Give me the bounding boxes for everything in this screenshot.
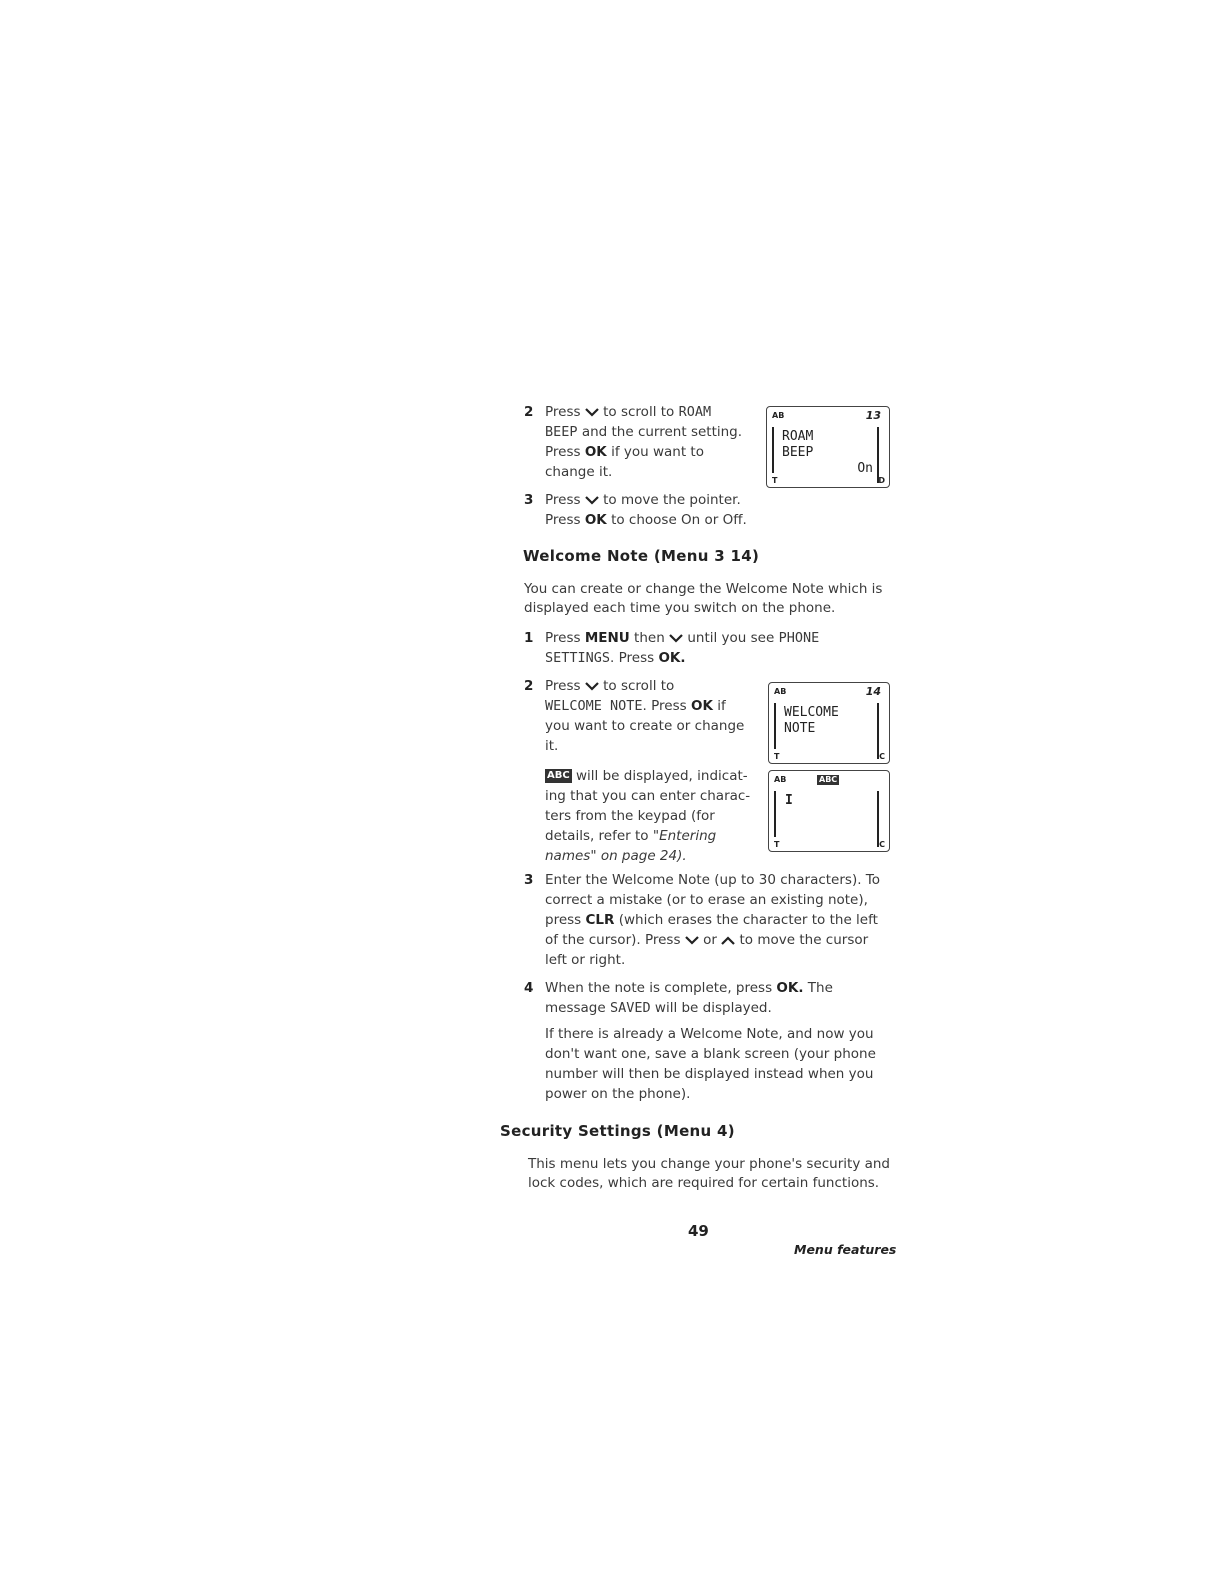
text: to move the cursor bbox=[739, 932, 869, 948]
step-line bbox=[545, 998, 772, 1018]
text: details, refer to bbox=[545, 828, 649, 844]
text: Press bbox=[545, 630, 581, 646]
step-line bbox=[545, 696, 726, 716]
phone-display-roam-beep bbox=[766, 406, 890, 488]
text: When the note is complete, press bbox=[545, 980, 773, 996]
step-line bbox=[545, 490, 741, 510]
step-line bbox=[545, 826, 716, 846]
text: then bbox=[634, 630, 665, 646]
section-heading: Welcome Note (Menu 3 14) bbox=[523, 547, 760, 565]
note-line: number will then be displayed instead when you bbox=[545, 1066, 874, 1082]
right-bar bbox=[877, 703, 879, 759]
note-line: If there is already a Welcome Note, and now you bbox=[545, 1026, 874, 1042]
text: until you see bbox=[687, 630, 775, 646]
display-indicator: D bbox=[878, 476, 885, 485]
phone-display-text-entry bbox=[768, 770, 890, 852]
step-line bbox=[545, 978, 833, 998]
paragraph-line: You can create or change the Welcome Note which is bbox=[524, 581, 883, 597]
chevron-down-icon bbox=[685, 936, 699, 945]
lcd-text: SAVED bbox=[609, 1000, 651, 1016]
key-label: CLR bbox=[585, 912, 615, 928]
step-number: 2 bbox=[524, 404, 534, 420]
text: Press bbox=[545, 444, 581, 460]
step-line: it. bbox=[545, 738, 559, 754]
lcd-text: SETTINGS bbox=[545, 650, 611, 666]
step-line bbox=[545, 402, 711, 422]
lcd-text: ROAM bbox=[678, 404, 712, 420]
step-line bbox=[545, 766, 748, 786]
text: Press bbox=[545, 492, 581, 508]
display-indicator: AB bbox=[774, 775, 787, 784]
step-number: 1 bbox=[524, 630, 534, 646]
step-line: change it. bbox=[545, 464, 613, 480]
step-number: 4 bbox=[524, 980, 534, 996]
step-line bbox=[545, 442, 704, 462]
text: of the cursor). Press bbox=[545, 932, 681, 948]
text: press bbox=[545, 912, 582, 928]
section-heading: Security Settings (Menu 4) bbox=[500, 1122, 735, 1140]
step-line: you want to create or change bbox=[545, 718, 745, 734]
text: message bbox=[545, 1000, 606, 1016]
text: (which erases the character to the left bbox=[618, 912, 878, 928]
key-label: OK bbox=[584, 444, 607, 460]
paragraph-line: displayed each time you switch on the phone. bbox=[524, 600, 836, 616]
key-label: OK. bbox=[776, 980, 804, 996]
right-bar bbox=[877, 791, 879, 847]
display-indicator: C bbox=[879, 752, 885, 761]
step-line bbox=[545, 910, 878, 930]
left-bar bbox=[774, 791, 776, 837]
step-line: ing that you can enter charac- bbox=[545, 788, 751, 804]
key-label: OK. bbox=[658, 650, 686, 666]
text: Press bbox=[545, 678, 581, 694]
step-line: correct a mistake (or to erase an existing note), bbox=[545, 892, 868, 908]
step-line bbox=[545, 676, 674, 696]
text: . Press bbox=[642, 698, 687, 714]
abc-mode-icon: ABC bbox=[547, 770, 570, 781]
text: to scroll to bbox=[603, 678, 675, 694]
display-indicator: C bbox=[879, 840, 885, 849]
key-label: OK bbox=[690, 698, 713, 714]
paragraph-line: This menu lets you change your phone's security and bbox=[528, 1156, 891, 1172]
lcd-text: WELCOME NOTE bbox=[545, 698, 643, 714]
phone-display-welcome-note bbox=[768, 682, 890, 764]
display-indicator: AB bbox=[772, 411, 785, 420]
display-indicator: T bbox=[774, 840, 780, 849]
text: Press bbox=[545, 404, 581, 420]
display-line: ROAM bbox=[782, 429, 814, 444]
text: to scroll to bbox=[603, 404, 675, 420]
step-line: left or right. bbox=[545, 952, 626, 968]
right-bar bbox=[877, 427, 879, 483]
paragraph-line: lock codes, which are required for certain functions. bbox=[528, 1175, 880, 1191]
section-footer: Menu features bbox=[794, 1242, 897, 1257]
text: Press bbox=[545, 512, 581, 528]
display-line: WELCOME bbox=[784, 705, 839, 720]
step-number: 3 bbox=[524, 872, 534, 888]
text-cursor: I bbox=[785, 793, 793, 808]
left-bar bbox=[774, 703, 776, 749]
step-number: 3 bbox=[524, 492, 534, 508]
step-line bbox=[545, 628, 819, 648]
display-line: BEEP bbox=[782, 445, 814, 460]
text: if bbox=[717, 698, 726, 714]
text: or bbox=[703, 932, 717, 948]
display-value: On bbox=[857, 461, 873, 476]
step-line bbox=[545, 648, 686, 668]
chevron-down-icon bbox=[585, 496, 599, 505]
display-indicator: T bbox=[772, 476, 778, 485]
display-indicator: T bbox=[774, 752, 780, 761]
cross-reference: names" on page 24). bbox=[545, 848, 687, 864]
step-line: Enter the Welcome Note (up to 30 characters). To bbox=[545, 872, 881, 888]
page-number: 49 bbox=[688, 1222, 709, 1240]
display-indicator: AB bbox=[774, 687, 787, 696]
lcd-text: BEEP bbox=[545, 424, 578, 440]
step-line bbox=[545, 930, 868, 950]
chevron-down-icon bbox=[585, 408, 599, 417]
menu-number: 13 bbox=[865, 409, 881, 422]
text: . Press bbox=[610, 650, 655, 666]
cross-reference: "Entering bbox=[652, 828, 717, 844]
menu-number: 14 bbox=[865, 685, 881, 698]
step-line bbox=[545, 422, 742, 442]
text: will be displayed. bbox=[654, 1000, 772, 1016]
display-line: NOTE bbox=[784, 721, 816, 736]
key-label: OK bbox=[584, 512, 607, 528]
left-bar bbox=[772, 427, 774, 473]
step-line: ters from the keypad (for bbox=[545, 808, 715, 824]
key-label: MENU bbox=[584, 630, 630, 646]
note-line: power on the phone). bbox=[545, 1086, 691, 1102]
text: to move the pointer. bbox=[603, 492, 741, 508]
abc-mode-icon: ABC bbox=[819, 775, 838, 784]
chevron-up-icon bbox=[721, 936, 735, 945]
text: will be displayed, indicat- bbox=[576, 768, 748, 784]
text: to choose On or Off. bbox=[611, 512, 747, 528]
step-number: 2 bbox=[524, 678, 534, 694]
step-line bbox=[545, 510, 747, 530]
lcd-text: PHONE bbox=[778, 630, 820, 646]
text: if you want to bbox=[611, 444, 704, 460]
text: and the current setting. bbox=[581, 424, 743, 440]
chevron-down-icon bbox=[585, 682, 599, 691]
text: The bbox=[807, 980, 833, 996]
chevron-down-icon bbox=[669, 634, 683, 643]
note-line: don't want one, save a blank screen (your phone bbox=[545, 1046, 876, 1062]
